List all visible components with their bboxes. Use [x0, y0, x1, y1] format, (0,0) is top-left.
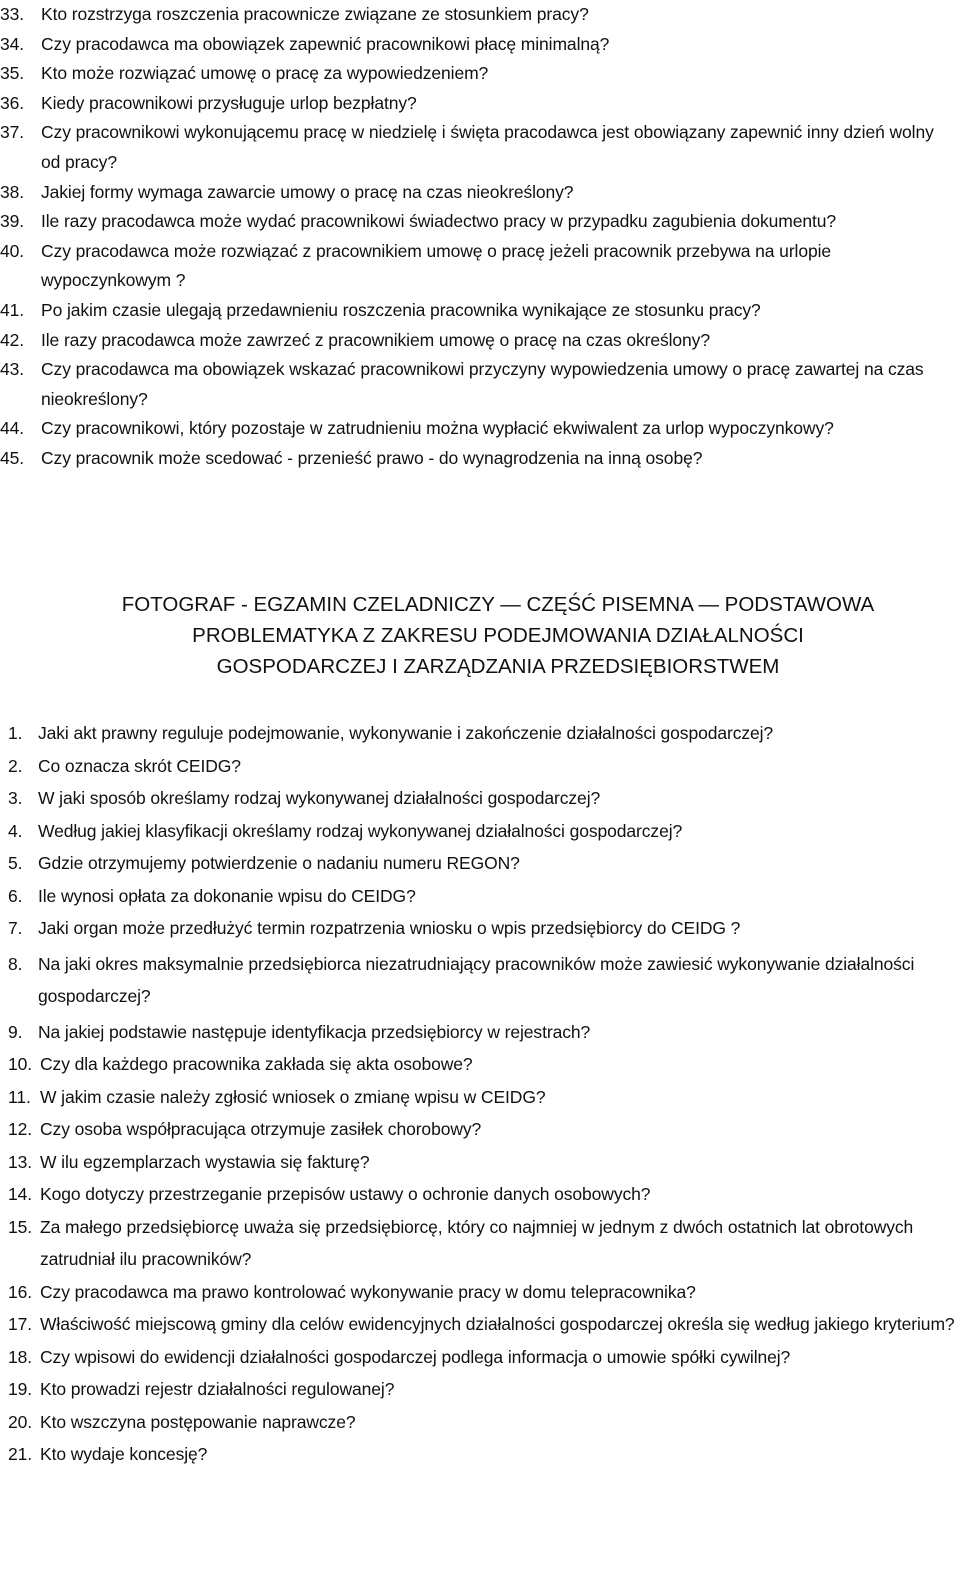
item-text: Jaki organ może przedłużyć termin rozpatrzenia wniosku o wpis przedsiębiorcy do CEIDG ?: [38, 918, 741, 938]
item-text: Ile razy pracodawca może zawrzeć z pracownikiem umowę o pracę na czas określony?: [41, 329, 710, 350]
item-number: 19.: [8, 1379, 33, 1399]
item-text: Co oznacza skrót CEIDG?: [38, 755, 241, 776]
question-list-labor-law: [0, 0, 956, 474]
item-text: Czy pracownik może scedować - przenieść prawo - do wynagrodzenia na inną osobę?: [41, 447, 703, 468]
item-text: Kto rozstrzyga roszczenia pracownicze związane ze stosunkiem pracy?: [41, 4, 589, 24]
list-item: [0, 207, 956, 237]
list-item: [0, 1081, 956, 1114]
item-text: Na jaki okres maksymalnie przedsiębiorca niezatrudniający pracowników może zawiesić wykonywanie działalności gospodarczej?: [38, 953, 915, 1006]
item-number: 40.: [0, 240, 25, 261]
item-number: 3.: [8, 788, 23, 808]
item-text: Kto wydaje koncesję?: [40, 1444, 208, 1464]
list-item: [0, 1178, 956, 1211]
list-item: [0, 237, 956, 296]
item-number: 16.: [8, 1281, 33, 1302]
heading-line-1: FOTOGRAF - EGZAMIN CZELADNICZY — CZĘŚĆ PISEMNA — PODSTAWOWA: [121, 593, 875, 616]
list-item: [0, 717, 956, 750]
item-number: 18.: [8, 1346, 33, 1367]
list-item: [0, 414, 956, 444]
item-text: Czy osoba współpracująca otrzymuje zasiłek chorobowy?: [40, 1119, 482, 1139]
list-item: [0, 948, 956, 1013]
list-item: [0, 1016, 956, 1049]
item-number: 17.: [8, 1314, 33, 1334]
item-number: 35.: [0, 63, 25, 84]
item-number: 8.: [8, 953, 23, 974]
item-text: W jakim czasie należy zgłosić wniosek o zmianę wpisu w CEIDG?: [40, 1086, 546, 1107]
item-number: 41.: [0, 299, 25, 320]
item-number: 11.: [8, 1086, 31, 1107]
item-text: Po jakim czasie ulegają przedawnieniu roszczenia pracownika wynikające ze stosunku pracy?: [41, 299, 761, 320]
heading-line-3: GOSPODARCZEJ I ZARZĄDZANIA PRZEDSIĘBIORSTWEM: [216, 655, 780, 678]
list-item: [0, 118, 956, 177]
item-number: 13.: [8, 1151, 33, 1172]
item-number: 4.: [8, 820, 23, 841]
item-number: 2.: [8, 755, 23, 776]
item-text: Kto może rozwiązać umowę o pracę za wypowiedzeniem?: [41, 63, 489, 84]
item-text: Gdzie otrzymujemy potwierdzenie o nadaniu numeru REGON?: [38, 853, 520, 873]
item-text: Czy wpisowi do ewidencji działalności gospodarczej podlega informacja o umowie spółki cywilnej?: [40, 1346, 791, 1367]
item-number: 14.: [8, 1184, 33, 1204]
item-number: 15.: [8, 1216, 33, 1237]
list-item: [0, 1146, 956, 1179]
item-text: Według jakiej klasyfikacji określamy rodzaj wykonywanej działalności gospodarczej?: [38, 820, 683, 841]
list-item: [0, 1373, 956, 1406]
list-item: [0, 815, 956, 848]
list-item: [0, 880, 956, 913]
item-number: 42.: [0, 329, 25, 350]
item-number: 43.: [0, 359, 25, 380]
item-number: 38.: [0, 181, 25, 202]
list-item: [0, 1276, 956, 1309]
question-list-business: [0, 717, 956, 1471]
item-number: 5.: [8, 853, 23, 873]
list-item: [0, 178, 956, 208]
list-item: [0, 1406, 956, 1439]
item-number: 6.: [8, 885, 23, 906]
item-text: Kto wszczyna postępowanie naprawcze?: [40, 1411, 356, 1432]
item-text: Na jakiej podstawie następuje identyfikacja przedsiębiorcy w rejestrach?: [38, 1021, 591, 1042]
item-text: Czy pracownikowi wykonującemu pracę w niedzielę i święta pracodawca jest obowiązany zapewnić inny dzień wolny od pracy?: [41, 122, 934, 172]
item-text: Czy pracodawca ma obowiązek zapewnić pracownikowi płacę minimalną?: [41, 33, 610, 54]
item-number: 10.: [8, 1054, 33, 1074]
list-item: [0, 355, 956, 414]
list-item: [0, 750, 956, 783]
list-item: [0, 59, 956, 89]
item-text: Kiedy pracownikowi przysługuje urlop bezpłatny?: [41, 92, 417, 113]
list-item: [0, 1113, 956, 1146]
list-item: [0, 0, 956, 30]
heading-line-2: PROBLEMATYKA Z ZAKRESU PODEJMOWANIA DZIAŁALNOŚCI: [192, 624, 804, 647]
list-item: [0, 296, 956, 326]
list-item: [0, 1341, 956, 1374]
item-number: 9.: [8, 1021, 23, 1042]
item-number: 12.: [8, 1119, 33, 1139]
list-item: [0, 89, 956, 119]
item-text: Kto prowadzi rejestr działalności regulowanej?: [40, 1379, 395, 1399]
item-number: 44.: [0, 418, 25, 439]
item-number: 33.: [0, 4, 25, 24]
item-number: 36.: [0, 92, 25, 113]
item-text: W ilu egzemplarzach wystawia się fakturę?: [40, 1151, 370, 1172]
item-number: 1.: [8, 723, 23, 743]
item-text: W jaki sposób określamy rodzaj wykonywanej działalności gospodarczej?: [38, 788, 601, 808]
item-number: 37.: [0, 122, 25, 143]
item-number: 39.: [0, 211, 25, 232]
list-item: [0, 1211, 956, 1276]
item-text: Czy pracodawca ma prawo kontrolować wykonywanie pracy w domu telepracownika?: [40, 1281, 696, 1302]
item-text: Jakiej formy wymaga zawarcie umowy o pracę na czas nieokreślony?: [41, 181, 574, 202]
item-text: Ile wynosi opłata za dokonanie wpisu do CEIDG?: [38, 885, 416, 906]
section-heading: [0, 589, 960, 682]
list-item: [0, 847, 956, 880]
item-text: Ile razy pracodawca może wydać pracownikowi świadectwo pracy w przypadku zagubienia dokumentu?: [41, 211, 837, 232]
list-item: [0, 30, 956, 60]
item-number: 20.: [8, 1411, 33, 1432]
item-text: Czy pracodawca ma obowiązek wskazać pracownikowi przyczyny wypowiedzenia umowy o pracę zawartej na czas nieokreślony?: [41, 359, 924, 409]
list-item: [0, 1048, 956, 1081]
item-text: Czy dla każdego pracownika zakłada się akta osobowe?: [40, 1054, 473, 1074]
item-number: 21.: [8, 1444, 33, 1464]
list-item: [0, 444, 956, 474]
list-item: [0, 912, 956, 945]
list-item: [0, 782, 956, 815]
list-item: [0, 326, 956, 356]
item-text: Kogo dotyczy przestrzeganie przepisów ustawy o ochronie danych osobowych?: [40, 1184, 651, 1204]
item-number: 7.: [8, 918, 23, 938]
item-number: 34.: [0, 33, 25, 54]
item-text: Czy pracodawca może rozwiązać z pracownikiem umowę o pracę jeżeli pracownik przebywa na urlopie wypoczynkowym ?: [41, 240, 832, 291]
item-text: Za małego przedsiębiorcę uważa się przedsiębiorcę, który co najmniej w jednym z dwóch ostatnich lat obrotowych zatrudniał ilu pracowników?: [40, 1216, 914, 1269]
item-text: Jaki akt prawny reguluje podejmowanie, wykonywanie i zakończenie działalności gospodarczej?: [38, 723, 774, 743]
item-number: 45.: [0, 447, 25, 468]
item-text: Właściwość miejscową gminy dla celów ewidencyjnych działalności gospodarczej określa się według jakiego kryterium?: [40, 1314, 955, 1334]
list-item: [0, 1438, 956, 1471]
list-item: [0, 1308, 956, 1341]
item-text: Czy pracownikowi, który pozostaje w zatrudnieniu można wypłacić ekwiwalent za urlop wypoczynkowy?: [41, 418, 834, 439]
